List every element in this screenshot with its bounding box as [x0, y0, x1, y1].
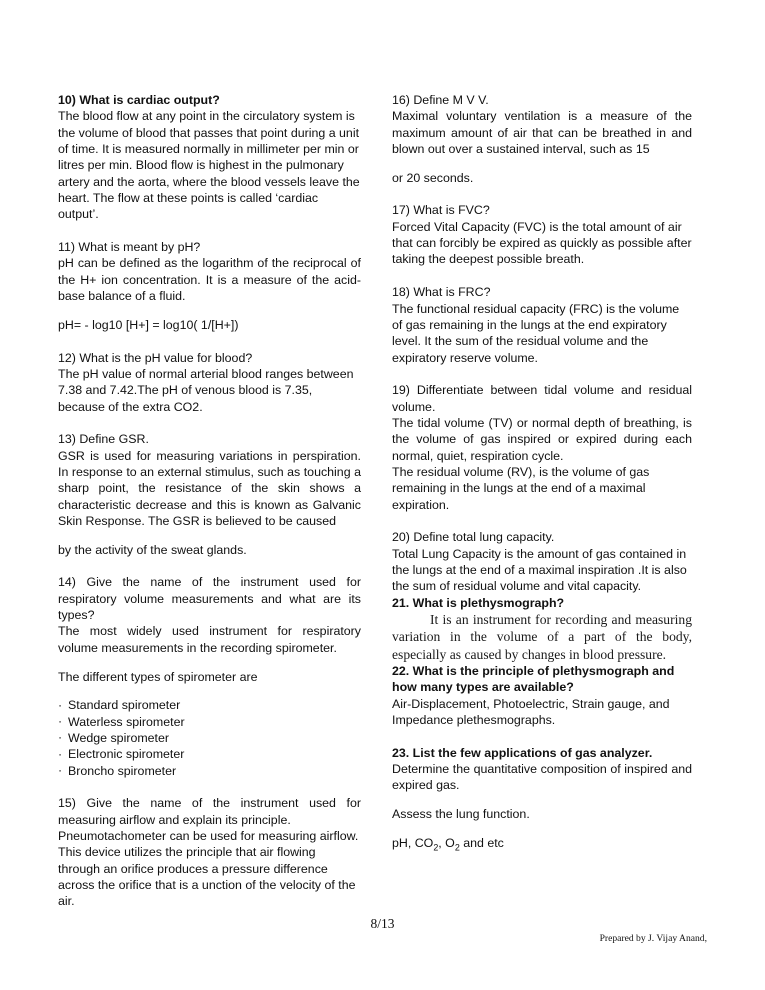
answer-text-19-tidal: The tidal volume (TV) or normal depth of breathing, is the volume of gas inspired or expired during each normal, quiet, respiration cycle.: [392, 415, 692, 463]
answer-text-10: The blood flow at any point in the circulatory system is the volume of blood that passes that point during a unit of time. It is measured normally in millimeter per min or litres per min. Blood flow is highest in the pulmonary artery and the aorta, where the blood vessels leave the heart. The flow at these points is called ‘cardiac output’.: [58, 109, 360, 222]
qa-block-q19: [392, 382, 692, 513]
qa-block-q20: [392, 529, 692, 594]
answer-text-23-b: Assess the lung function.: [392, 807, 530, 822]
o2-subscript: 2: [454, 842, 460, 853]
list-item: · Electronic spirometer: [58, 746, 361, 762]
answer-text-16-last: or 20 seconds.: [392, 170, 474, 185]
left-text-column: [58, 92, 361, 910]
qa-block-q16: [392, 92, 692, 186]
qa-block-q14: [58, 574, 361, 779]
question-heading-21: 21. What is plethysmograph?: [392, 595, 565, 610]
qa-block-q10: [58, 92, 361, 223]
page-number: 8/13: [370, 916, 395, 931]
gas-list-prefix: pH, CO: [392, 835, 434, 850]
list-item: · Wedge spirometer: [58, 730, 361, 746]
qa-block-q13: [58, 431, 361, 558]
answer-text-17: Forced Vital Capacity (FVC) is the total amount of air that can forcibly be expired as quickly as possible after taking the deepest possible breath.: [392, 219, 692, 267]
question-heading-12: 12) What is the pH value for blood?: [58, 350, 253, 365]
qa-block-q11: [58, 239, 361, 333]
answer-text-12: The pH value of normal arterial blood ranges between 7.38 and 7.42.The pH of venous blood is 7.35, because of the extra CO2.: [58, 366, 354, 414]
gas-list-mid: , O: [438, 835, 455, 850]
question-heading-23: 23. List the few applications of gas analyzer.: [392, 745, 653, 760]
qa-block-q18: [392, 284, 692, 366]
question-heading-11: 11) What is meant by pH?: [58, 240, 201, 255]
ph-formula-11: pH= - log10 [H+] = log10( 1/[H+]): [58, 317, 239, 332]
answer-text-23-c: [392, 835, 692, 851]
question-heading-16: 16) Define M V V.: [392, 93, 489, 107]
answer-text-20: Total Lung Capacity is the amount of gas contained in the lungs at the end of a maximal inspiration .It is also the sum of residual volume and vital capacity.: [392, 546, 687, 594]
qa-block-q17: [392, 202, 692, 267]
answer-text-15: Pneumotachometer can be used for measuring airflow. This device utilizes the principle that air flowing through an orifice produces a pressure difference across the orifice that is a unction of the velocity of the air.: [58, 829, 359, 909]
question-heading-20: 20) Define total lung capacity.: [392, 530, 555, 545]
question-heading-17: 17) What is FVC?: [392, 203, 490, 218]
answer-text-22: Air-Displacement, Photoelectric, Strain gauge, and Impedance plethesmographs.: [392, 696, 670, 727]
qa-block-q15: [58, 795, 361, 909]
gas-list-suffix: and etc: [459, 835, 504, 850]
qa-block-q12: [58, 350, 361, 415]
answer-text-13-last: by the activity of the sweat glands.: [58, 542, 247, 557]
list-item: · Waterless spirometer: [58, 714, 361, 730]
spirometer-type-list: [58, 697, 361, 779]
spirometer-list-intro: The different types of spirometer are: [58, 669, 258, 684]
answer-text-18: The functional residual capacity (FRC) is the volume of gas remaining in the lungs at the end expiratory level. It the sum of the residual volume and the expiratory reserve volume.: [392, 301, 680, 365]
answer-text-21: It is an instrument for recording and measuring variation in the volume of a part of the body, especially as caused by changes in blood pressure.: [392, 612, 692, 662]
co2-subscript: 2: [433, 842, 439, 853]
answer-text-11: pH can be defined as the logarithm of the reciprocal of the H+ ion concentration. It is a measure of the acid-base balance of a fluid.: [58, 256, 361, 304]
question-heading-15: 15) Give the name of the instrument used for measuring airflow and explain its principle.: [58, 796, 361, 827]
qa-block-q22: [392, 663, 692, 728]
answer-text-14: The most widely used instrument for respiratory volume measurements in the recording spirometer.: [58, 624, 361, 655]
right-text-column: [392, 92, 692, 864]
question-heading-19: 19) Differentiate between tidal volume and residual volume.: [392, 383, 692, 414]
question-heading-18: 18) What is FRC?: [392, 285, 491, 300]
question-heading-22: 22. What is the principle of plethysmograph and how many types are available?: [392, 663, 675, 695]
answer-text-19-residual: The residual volume (RV), is the volume of gas remaining in the lungs at the end of a maximal expiration.: [392, 464, 650, 512]
question-heading-14: 14) Give the name of the instrument used for respiratory volume measurements and what are its types?: [58, 575, 361, 623]
answer-text-23-a: Determine the quantitative composition of inspired and expired gas.: [392, 762, 692, 793]
qa-block-q23: [392, 745, 692, 852]
question-heading-10: 10) What is cardiac output?: [58, 93, 220, 107]
list-item: · Broncho spirometer: [58, 763, 361, 779]
qa-block-q21: [392, 595, 692, 663]
answer-text-16: Maximal voluntary ventilation is a measure of the maximum amount of air that can be breathed in and blown out over a sustained interval, such as 15: [392, 109, 692, 157]
question-heading-13: 13) Define GSR.: [58, 432, 149, 447]
answer-text-13: GSR is used for measuring variations in perspiration. In response to an external stimulus, such as touching a sharp point, the resistance of the skin shows a characteristic decrease and this is known as Galvanic Skin Response. The GSR is believed to be caused: [58, 448, 361, 528]
list-item: · Standard spirometer: [58, 697, 361, 713]
prepared-by-credit: Prepared by J. Vijay Anand,: [599, 933, 707, 944]
